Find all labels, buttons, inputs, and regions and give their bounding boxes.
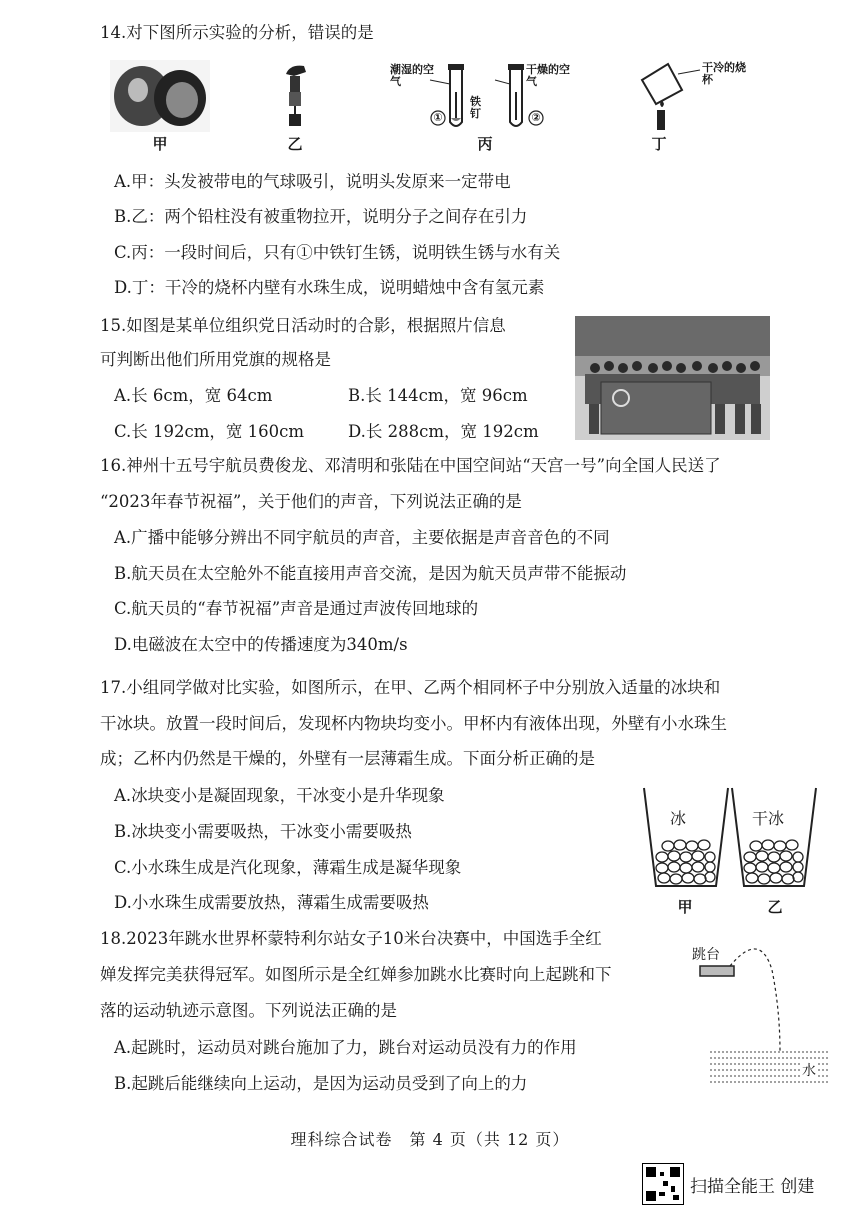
label-beaker: 干冷的烧杯 [702, 61, 746, 86]
label-platform: 跳台 [692, 947, 720, 963]
q14-option-a: A.甲：头发被带电的气球吸引，说明头发原来一定带电 [114, 172, 511, 191]
q14-option-b: B.乙：两个铅柱没有被重物拉开，说明分子之间存在引力 [114, 207, 528, 226]
q15-stem-line1: 15.如图是某单位组织党日活动时的合影，根据照片信息 [100, 316, 506, 335]
figure-caption-yi: 乙 [287, 135, 303, 153]
figure-ding-beaker [638, 60, 758, 134]
q17-stem-line1: 17.小组同学做对比实验，如图所示，在甲、乙两个相同杯子中分别放入适量的冰块和 [100, 678, 721, 697]
q16-option-d: D.电磁波在太空中的传播速度为340m/s [114, 635, 408, 654]
q17-option-b: B.冰块变小需要吸热，干冰变小需要吸热 [114, 822, 412, 841]
label-tube-2: ② [531, 111, 541, 124]
figure-caption-ding: 丁 [651, 135, 667, 153]
cup-label-ice: 冰 [670, 809, 687, 828]
q17-option-c: C.小水珠生成是汽化现象，薄霜生成是凝华现象 [114, 858, 462, 877]
figure-jia-balloon [110, 60, 210, 132]
figure-caption-jia: 甲 [152, 135, 168, 153]
q16-stem-line1: 16.神州十五号宇航员费俊龙、邓清明和张陆在中国空间站“天宫一号”向全国人民送了 [100, 456, 721, 475]
label-nail: 铁钉 [470, 95, 481, 120]
scanner-text: 扫描全能王 创建 [690, 1176, 815, 1197]
q16-option-b: B.航天员在太空舱外不能直接用声音交流，是因为航天员声带不能振动 [114, 564, 627, 583]
q18-option-b: B.起跳后能继续向上运动，是因为运动员受到了向上的力 [114, 1074, 528, 1093]
page-footer: 理科综合试卷 第 4 页（共 12 页） [290, 1130, 570, 1149]
label-wet-air: 潮湿的空气 [390, 63, 434, 88]
qr-code-icon [642, 1163, 684, 1205]
q18-option-a: A.起跳时，运动员对跳台施加了力，跳台对运动员没有力的作用 [114, 1038, 577, 1057]
figure-group-photo [575, 316, 770, 440]
q17-option-d: D.小水珠生成需要放热，薄霜生成需要吸热 [114, 893, 429, 912]
q17-stem-line3: 成；乙杯内仍然是干燥的，外壁有一层薄霜生成。下面分析正确的是 [100, 749, 595, 768]
q15-option-a: A.长 6cm，宽 64cm [114, 386, 273, 405]
q17-stem-line2: 干冰块。放置一段时间后，发现杯内物块均变小。甲杯内有液体出现，外壁有小水珠生 [100, 714, 727, 733]
figure-diving [690, 940, 830, 1100]
q16-option-a: A.广播中能够分辨出不同宇航员的声音，主要依据是声音音色的不同 [114, 528, 610, 547]
q16-option-c: C.航天员的“春节祝福”声音是通过声波传回地球的 [114, 599, 479, 618]
cup-caption-yi: 乙 [767, 898, 783, 916]
figure-yi-lead-cylinders [280, 62, 320, 132]
cup-label-dry-ice: 干冰 [752, 809, 785, 828]
q15-stem-line2: 可判断出他们所用党旗的规格是 [100, 350, 331, 369]
label-water: 水 [802, 1060, 816, 1080]
q18-stem-line3: 落的运动轨迹示意图。下列说法正确的是 [100, 1001, 397, 1020]
q14-option-c: C.丙：一段时间后，只有①中铁钉生锈，说明铁生锈与水有关 [114, 243, 561, 262]
q18-stem-line2: 婵发挥完美获得冠军。如图所示是全红婵参加跳水比赛时向上起跳和下 [100, 965, 612, 984]
cup-caption-jia: 甲 [677, 898, 693, 916]
label-dry-air: 干燥的空气 [526, 63, 570, 88]
q15-option-d: D.长 288cm，宽 192cm [348, 422, 539, 441]
figure-bing-test-tubes [390, 62, 590, 134]
q17-option-a: A.冰块变小是凝固现象，干冰变小是升华现象 [114, 786, 445, 805]
q15-option-c: C.长 192cm，宽 160cm [114, 422, 305, 441]
q16-stem-line2: “2023年春节祝福”，关于他们的声音，下列说法正确的是 [100, 492, 522, 511]
q18-stem-line1: 18.2023年跳水世界杯蒙特利尔站女子10米台决赛中，中国选手全红 [100, 929, 602, 948]
q14-stem: 14.对下图所示实验的分析，错误的是 [100, 23, 374, 42]
figure-cups [640, 786, 820, 916]
q15-option-b: B.长 144cm，宽 96cm [348, 386, 528, 405]
figure-caption-bing: 丙 [477, 135, 493, 153]
q14-option-d: D.丁：干冷的烧杯内壁有水珠生成，说明蜡烛中含有氢元素 [114, 278, 545, 297]
label-tube-1: ① [433, 111, 443, 124]
scanner-watermark [642, 1164, 814, 1204]
